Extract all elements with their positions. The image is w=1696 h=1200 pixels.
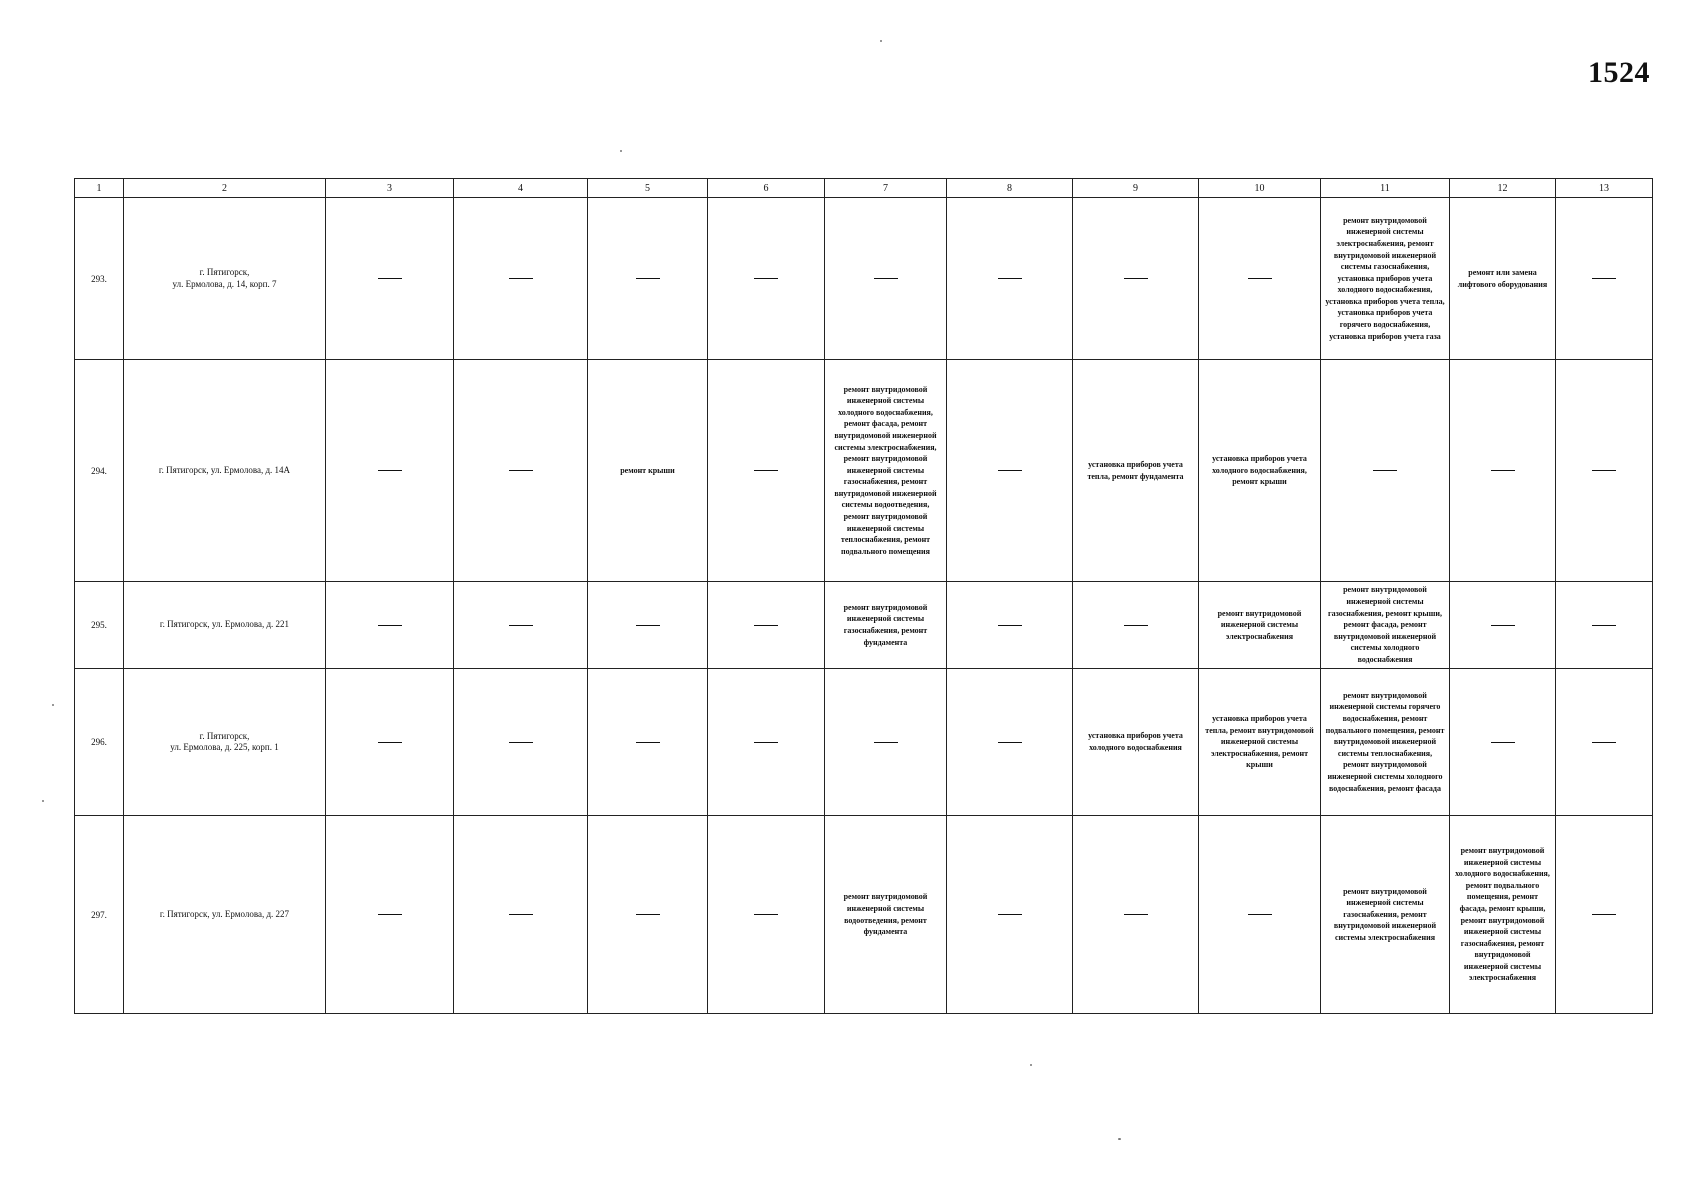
column-header: 5 xyxy=(588,179,708,198)
work-cell: установка приборов учета холодного водоснабжения xyxy=(1073,669,1199,816)
address-cell: г. Пятигорск, ул. Ермолова, д. 225, корп. 1 xyxy=(124,669,326,816)
dash-mark xyxy=(998,625,1022,626)
work-cell: ремонт внутридомовой инженерной системы горячего водоснабжения, ремонт подвального помещения, ремонт внутридомовой инженерной системы теплоснабжения, ремонт внутридомовой инженерной системы холодного водоснабжения, ремонт фасада xyxy=(1321,669,1450,816)
table-row xyxy=(75,360,1653,582)
empty-cell xyxy=(825,198,947,360)
empty-cell xyxy=(588,816,708,1014)
empty-cell xyxy=(326,582,454,669)
page-number: 1524 xyxy=(1588,56,1650,89)
dash-mark xyxy=(1592,742,1616,743)
scan-speck xyxy=(1118,1138,1121,1140)
dash-mark xyxy=(1491,625,1515,626)
work-cell: ремонт внутридомовой инженерной системы электроснабжения xyxy=(1199,582,1321,669)
empty-cell xyxy=(947,582,1073,669)
dash-mark xyxy=(378,278,402,279)
dash-mark xyxy=(509,625,533,626)
address-cell: г. Пятигорск, ул. Ермолова, д. 221 xyxy=(124,582,326,669)
dash-mark xyxy=(998,914,1022,915)
column-header: 9 xyxy=(1073,179,1199,198)
empty-cell xyxy=(708,360,825,582)
dash-mark xyxy=(636,914,660,915)
dash-mark xyxy=(1124,278,1148,279)
dash-mark xyxy=(1592,470,1616,471)
row-number: 293. xyxy=(75,198,124,360)
dash-mark xyxy=(509,742,533,743)
empty-cell xyxy=(1073,816,1199,1014)
dash-mark xyxy=(1592,278,1616,279)
empty-cell xyxy=(1321,360,1450,582)
work-cell: ремонт внутридомовой инженерной системы газоснабжения, ремонт фундамента xyxy=(825,582,947,669)
empty-cell xyxy=(947,669,1073,816)
empty-cell xyxy=(1450,360,1556,582)
column-header: 11 xyxy=(1321,179,1450,198)
dash-mark xyxy=(1373,470,1397,471)
dash-mark xyxy=(636,278,660,279)
empty-cell xyxy=(1556,360,1653,582)
dash-mark xyxy=(754,470,778,471)
empty-cell xyxy=(454,360,588,582)
scan-speck xyxy=(880,40,882,42)
table-row xyxy=(75,816,1653,1014)
dash-mark xyxy=(1248,278,1272,279)
work-cell: ремонт или замена лифтового оборудования xyxy=(1450,198,1556,360)
empty-cell xyxy=(588,669,708,816)
work-cell: установка приборов учета холодного водоснабжения, ремонт крыши xyxy=(1199,360,1321,582)
scan-speck xyxy=(620,150,622,152)
dash-mark xyxy=(754,742,778,743)
empty-cell xyxy=(708,816,825,1014)
column-number-row xyxy=(75,179,1653,198)
empty-cell xyxy=(708,198,825,360)
dash-mark xyxy=(636,742,660,743)
dash-mark xyxy=(754,914,778,915)
row-number: 295. xyxy=(75,582,124,669)
work-cell: ремонт внутридомовой инженерной системы холодного водоснабжения, ремонт подвального помещения, ремонт фасада, ремонт крыши, ремонт внутридомовой инженерной системы газоснабжения, ремонт внутридомовой инженерной системы электроснабжения xyxy=(1450,816,1556,1014)
work-cell: ремонт внутридомовой инженерной системы холодного водоснабжения, ремонт фасада, ремонт внутридомовой инженерной системы электроснабжения, ремонт внутридомовой инженерной системы газоснабжения, ремонт внутридомовой инженерной системы водоотведения, ремонт внутридомовой инженерной системы теплоснабжения, ремонт подвального помещения xyxy=(825,360,947,582)
empty-cell xyxy=(947,198,1073,360)
work-cell: ремонт внутридомовой инженерной системы электроснабжения, ремонт внутридомовой инженерной системы газоснабжения, установка приборов учета холодного водоснабжения, установка приборов учета тепла, установка приборов учета горячего водоснабжения, установка приборов учета газа xyxy=(1321,198,1450,360)
empty-cell xyxy=(947,360,1073,582)
dash-mark xyxy=(378,470,402,471)
dash-mark xyxy=(509,470,533,471)
column-header: 6 xyxy=(708,179,825,198)
column-header: 12 xyxy=(1450,179,1556,198)
dash-mark xyxy=(1491,470,1515,471)
scan-speck xyxy=(1030,1064,1032,1066)
work-cell: установка приборов учета тепла, ремонт внутридомовой инженерной системы электроснабжения, ремонт крыши xyxy=(1199,669,1321,816)
empty-cell xyxy=(454,198,588,360)
table-row xyxy=(75,582,1653,669)
dash-mark xyxy=(998,742,1022,743)
dash-mark xyxy=(1592,914,1616,915)
empty-cell xyxy=(326,198,454,360)
empty-cell xyxy=(1556,816,1653,1014)
dash-mark xyxy=(509,914,533,915)
scan-speck xyxy=(42,800,44,802)
empty-cell xyxy=(708,669,825,816)
dash-mark xyxy=(636,625,660,626)
empty-cell xyxy=(454,669,588,816)
empty-cell xyxy=(1556,582,1653,669)
empty-cell xyxy=(326,816,454,1014)
dash-mark xyxy=(509,278,533,279)
table-row xyxy=(75,198,1653,360)
dash-mark xyxy=(1248,914,1272,915)
column-header: 13 xyxy=(1556,179,1653,198)
row-number: 294. xyxy=(75,360,124,582)
empty-cell xyxy=(326,360,454,582)
work-cell: ремонт внутридомовой инженерной системы газоснабжения, ремонт внутридомовой инженерной системы электроснабжения xyxy=(1321,816,1450,1014)
empty-cell xyxy=(708,582,825,669)
address-cell: г. Пятигорск, ул. Ермолова, д. 14, корп. 7 xyxy=(124,198,326,360)
empty-cell xyxy=(1073,582,1199,669)
column-header: 2 xyxy=(124,179,326,198)
dash-mark xyxy=(378,625,402,626)
dash-mark xyxy=(1124,914,1148,915)
empty-cell xyxy=(1556,198,1653,360)
dash-mark xyxy=(378,742,402,743)
row-number: 297. xyxy=(75,816,124,1014)
work-cell: ремонт внутридомовой инженерной системы газоснабжения, ремонт крыши, ремонт фасада, ремонт внутридомовой инженерной системы холодного водоснабжения xyxy=(1321,582,1450,669)
row-number: 296. xyxy=(75,669,124,816)
address-cell: г. Пятигорск, ул. Ермолова, д. 227 xyxy=(124,816,326,1014)
dash-mark xyxy=(998,278,1022,279)
dash-mark xyxy=(754,278,778,279)
column-header: 3 xyxy=(326,179,454,198)
work-cell: установка приборов учета тепла, ремонт фундамента xyxy=(1073,360,1199,582)
empty-cell xyxy=(588,198,708,360)
address-cell: г. Пятигорск, ул. Ермолова, д. 14А xyxy=(124,360,326,582)
dash-mark xyxy=(998,470,1022,471)
table-row xyxy=(75,669,1653,816)
empty-cell xyxy=(1450,582,1556,669)
empty-cell xyxy=(326,669,454,816)
empty-cell xyxy=(947,816,1073,1014)
work-cell: ремонт крыши xyxy=(588,360,708,582)
dash-mark xyxy=(1124,625,1148,626)
empty-cell xyxy=(1073,198,1199,360)
dash-mark xyxy=(874,278,898,279)
dash-mark xyxy=(1592,625,1616,626)
empty-cell xyxy=(588,582,708,669)
empty-cell xyxy=(454,816,588,1014)
empty-cell xyxy=(1450,669,1556,816)
column-header: 4 xyxy=(454,179,588,198)
empty-cell xyxy=(1199,198,1321,360)
dash-mark xyxy=(1491,742,1515,743)
dash-mark xyxy=(378,914,402,915)
column-header: 1 xyxy=(75,179,124,198)
dash-mark xyxy=(754,625,778,626)
repair-schedule-table xyxy=(74,178,1653,1014)
dash-mark xyxy=(874,742,898,743)
empty-cell xyxy=(1199,816,1321,1014)
empty-cell xyxy=(1556,669,1653,816)
column-header: 7 xyxy=(825,179,947,198)
empty-cell xyxy=(825,669,947,816)
column-header: 10 xyxy=(1199,179,1321,198)
column-header: 8 xyxy=(947,179,1073,198)
work-cell: ремонт внутридомовой инженерной системы водоотведения, ремонт фундамента xyxy=(825,816,947,1014)
empty-cell xyxy=(454,582,588,669)
scan-speck xyxy=(52,704,54,706)
